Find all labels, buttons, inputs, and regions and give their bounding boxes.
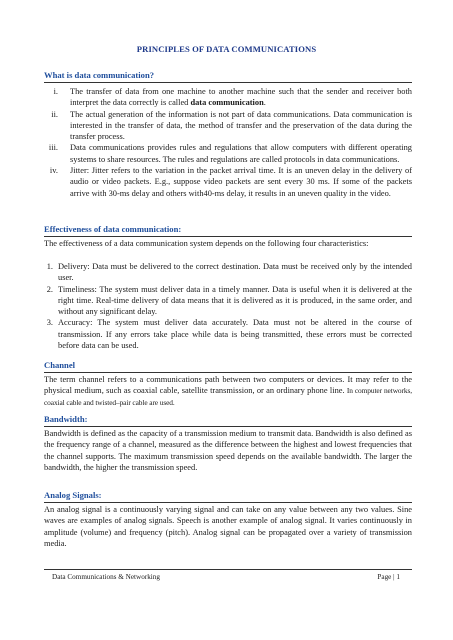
list-number: 1. (46, 262, 53, 271)
footer-course-title: Data Communications & Networking (52, 573, 160, 581)
list-text: The transfer of data from one machine to another machine such that the sender and receiver both interpret the data correctly is called (70, 87, 412, 108)
list-number: 3. (46, 318, 53, 328)
section-heading-analog-signals: Analog Signals: (44, 490, 412, 503)
channel-paragraph (44, 374, 412, 408)
footer-rule (44, 569, 412, 570)
channel-text: The term channel refers to a communications path between two computers or devices. It may refer to the physical medium, such as coaxial cable, satellite transmission, or an ordinary phone line. (44, 375, 412, 396)
section-heading-channel: Channel (44, 360, 412, 373)
analog-paragraph: An analog signal is a continuously varying signal and can take on any value between any two values. Sine waves are examples of analog signals. Speech is another example of analog signal. It varies continuously in amplitude (volume) and frequency (pitch). Analog signal can be propagated over a variety of transmission media. (44, 505, 412, 548)
list-number: iv. (49, 166, 58, 176)
list-text: Delivery: Data must be delivered to the correct destination. Data must be received only by the intended user. (58, 262, 412, 283)
bold-term: data communication (190, 98, 264, 108)
list-text: Data communications provides rules and regulations that allow computers with different operating systems to share resources. The rules and regulations are called protocols in data communications. (70, 143, 412, 164)
list-item (44, 261, 412, 284)
list-text: Accuracy: The system must deliver data accurately. Data must not be altered in the course of transmission. If any errors take place while data is being transmitted, these errors must be corrected before data can be used. (58, 318, 412, 351)
bandwidth-paragraph: Bandwidth is defined as the capacity of a transmission medium to transmit data. Bandwidth is also defined as the frequency range of a channel, measured as the difference between the highest and lowest frequencies that the channel supports. The maximum transmission speed depends on the available bandwidth. The larger the bandwidth, the higher the transmission speed. (44, 429, 412, 472)
list-text: Timeliness: The system must deliver data in a timely manner. Data is useful when it is delivered at the right time. Real-time delivery of data means that it is delivered as it is produced, in the same order, and without any significant delay. (58, 284, 412, 317)
definition-list (44, 86, 412, 199)
list-item (44, 109, 412, 143)
list-item (44, 317, 412, 351)
page-title: PRINCIPLES OF DATA COMMUNICATIONS (136, 44, 317, 54)
list-item (44, 142, 412, 165)
list-item (44, 86, 412, 109)
list-item (44, 165, 412, 199)
channel-note: In computer networks, coaxial cable and twisted–pair cable are used. (44, 386, 413, 407)
list-number: 2. (46, 284, 53, 294)
list-number: i. (53, 87, 58, 96)
list-number: iii. (48, 143, 58, 153)
list-text: Jitter: Jitter refers to the variation in the packet arrival time. It is an uneven delay in the delivery of audio or video packets. E.g., suppose video packets are sent every 30 ms. If some of the packets arrive with 30-ms delay and others with40-ms delay, it results in an uneven quality in the video. (70, 166, 412, 198)
list-text: The actual generation of the information is not part of data communications. Data communication is interested in the transfer of data, the method of transfer and the preservation of the data during the transfer process. (70, 109, 412, 142)
list-number: ii. (51, 109, 58, 119)
section-heading-bandwidth: Bandwidth: (44, 414, 412, 427)
section-heading-effectiveness: Effectiveness of data communication: (44, 224, 412, 237)
footer-page-number: Page | 1 (377, 573, 400, 581)
characteristics-list (44, 261, 412, 351)
list-text-end: . (263, 98, 266, 108)
section-heading-what-is-data-communication: What is data communication? (44, 70, 412, 83)
list-item (44, 284, 412, 318)
effectiveness-intro: The effectiveness of a data communication system depends on the following four characteristics: (44, 239, 369, 248)
